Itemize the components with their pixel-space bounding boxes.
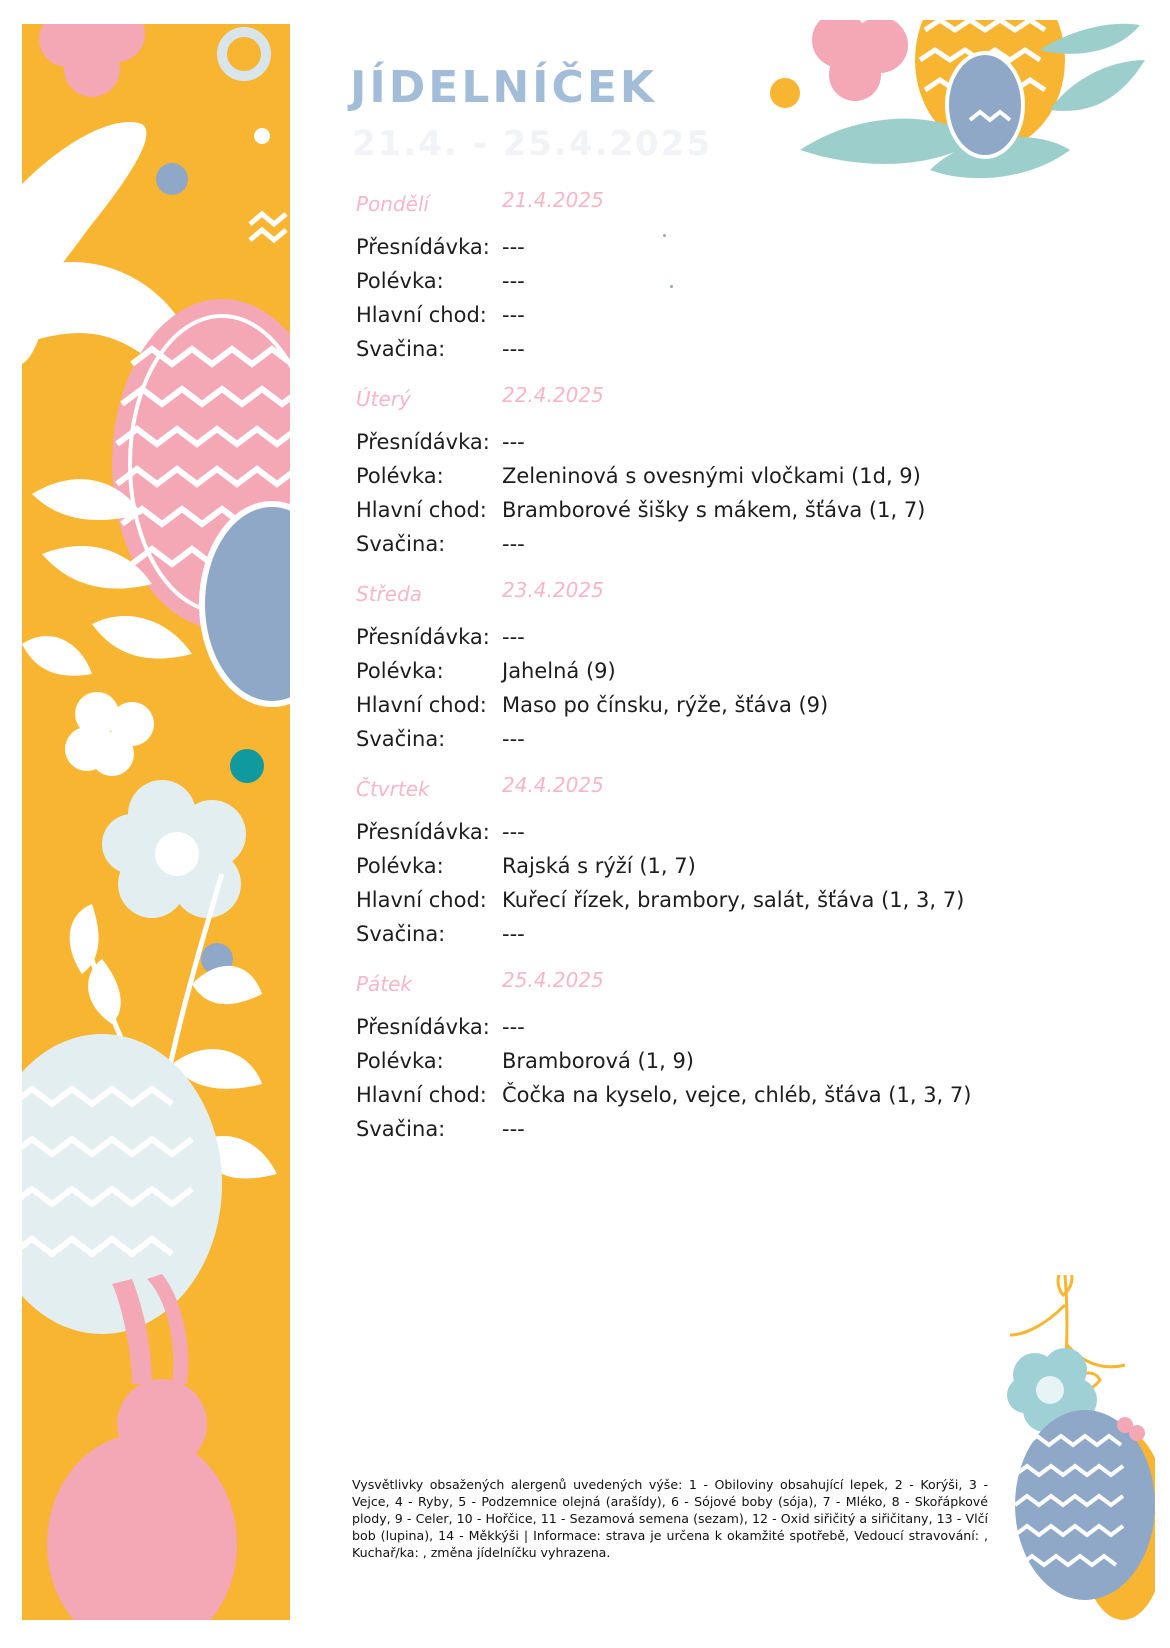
easter-decoration-top-right: [800, 20, 1150, 200]
day-name: Pondělí: [356, 192, 430, 216]
easter-decoration-left: [22, 24, 290, 1620]
meal-label: Přesnídávka:: [356, 430, 490, 454]
day-date: 25.4.2025: [502, 968, 604, 992]
meal-value: ---: [502, 337, 525, 361]
blue-egg-icon: [947, 53, 1023, 157]
meal-label: Svačina:: [356, 727, 446, 751]
meal-value: ---: [502, 727, 525, 751]
meal-value: ---: [502, 1117, 525, 1141]
meal-row: [356, 459, 996, 493]
meal-value: Bramborová (1, 9): [502, 1049, 694, 1073]
day-date: 21.4.2025: [502, 188, 604, 212]
meal-label: Polévka:: [356, 269, 444, 293]
day-name: Středa: [356, 582, 423, 606]
day-date: 22.4.2025: [502, 383, 604, 407]
meal-value: ---: [502, 235, 525, 259]
meal-value: ---: [502, 922, 525, 946]
meal-label: Hlavní chod:: [356, 693, 487, 717]
meal-row: [356, 849, 996, 883]
meal-label: Přesnídávka:: [356, 625, 490, 649]
meal-row: [356, 298, 996, 332]
page-title: JÍDELNÍČEK: [350, 62, 657, 113]
day-date: 23.4.2025: [502, 578, 604, 602]
meal-row: [356, 654, 996, 688]
meal-row: [356, 1078, 996, 1112]
meal-value: ---: [502, 820, 525, 844]
meal-row: [356, 722, 996, 756]
meal-row: [356, 264, 996, 298]
meal-label: Polévka:: [356, 854, 444, 878]
left-decorative-band: [22, 24, 290, 1620]
meal-row: [356, 527, 996, 561]
meal-value: Čočka na kyselo, vejce, chléb, šťáva (1, 3, 7): [502, 1083, 972, 1107]
meal-row: [356, 917, 996, 951]
meal-row: [356, 883, 996, 917]
day-name: Úterý: [356, 387, 411, 411]
meal-row: [356, 425, 996, 459]
meal-value: Rajská s rýží (1, 7): [502, 854, 696, 878]
meal-row: [356, 620, 996, 654]
meal-value: ---: [502, 625, 525, 649]
meal-value: Maso po čínsku, rýže, šťáva (9): [502, 693, 829, 717]
meal-row: [356, 688, 996, 722]
scan-speck: [663, 234, 666, 237]
meal-row: [356, 1010, 996, 1044]
day-friday: [356, 968, 996, 1163]
meal-row: [356, 1044, 996, 1078]
ring-icon: [222, 32, 266, 76]
meal-row: [356, 815, 996, 849]
meal-row: [356, 1112, 996, 1146]
meal-label: Polévka:: [356, 659, 444, 683]
meal-label: Hlavní chod:: [356, 888, 487, 912]
teal-dot-icon: [230, 749, 264, 783]
meal-row: [356, 493, 996, 527]
white-flower-icon: [65, 692, 154, 776]
day-tuesday: [356, 383, 996, 578]
meal-value: Zeleninová s ovesnými vločkami (1d, 9): [502, 464, 921, 488]
day-monday: [356, 188, 996, 383]
meal-label: Svačina:: [356, 922, 446, 946]
meal-value: ---: [502, 430, 525, 454]
meal-label: Hlavní chod:: [356, 498, 487, 522]
meal-value: ---: [502, 532, 525, 556]
scan-speck: [670, 285, 673, 288]
meal-label: Svačina:: [356, 532, 446, 556]
yellow-dot-icon: [770, 78, 800, 108]
pink-flower-icon: [812, 20, 908, 101]
meal-label: Přesnídávka:: [356, 1015, 490, 1039]
meal-value: Jahelná (9): [502, 659, 616, 683]
day-date: 24.4.2025: [502, 773, 604, 797]
meal-label: Hlavní chod:: [356, 303, 487, 327]
day-thursday: [356, 773, 996, 968]
meal-value: ---: [502, 303, 525, 327]
meal-row: [356, 230, 996, 264]
pink-flower-icon: [39, 24, 145, 97]
meal-value: ---: [502, 269, 525, 293]
day-wednesday: [356, 578, 996, 773]
day-name: Pátek: [356, 972, 413, 996]
meal-value: Bramborové šišky s mákem, šťáva (1, 7): [502, 498, 926, 522]
meal-label: Polévka:: [356, 1049, 444, 1073]
meal-row: [356, 332, 996, 366]
day-name: Čtvrtek: [356, 777, 430, 801]
allergens-footnote: Vysvětlivky obsažených alergenů uvedených výše: 1 - Obiloviny obsahující lepek, 2 - Korýši, 3 - Vejce, 4 - Ryby, 5 - Podzemnice olejná (arašídy), 6 - Sójové boby (sója), 7 - Mléko, 8 - Skořápkové plody, 9 - Celer, 10 - Hořčice, 11 - Sezamová semena (sezam), 12 - Oxid siřičitý a siřičitany, 13 - Vlčí bob (lupina), 14 - Měkkýši | Informace: strava je určena k okamžité spotřebě, Vedoucí stravování: , Kuchař/ka: , změna jídelníčku vyhrazena.: [352, 1477, 988, 1560]
meal-label: Přesnídávka:: [356, 820, 490, 844]
meal-label: Přesnídávka:: [356, 235, 490, 259]
meal-label: Svačina:: [356, 1117, 446, 1141]
meal-value: Kuřecí řízek, brambory, salát, šťáva (1, 3, 7): [502, 888, 965, 912]
meal-value: ---: [502, 1015, 525, 1039]
meal-label: Hlavní chod:: [356, 1083, 487, 1107]
week-range: 21.4. - 25.4.2025: [352, 124, 713, 164]
meal-label: Polévka:: [356, 464, 444, 488]
easter-decoration-bottom-right: [1005, 1275, 1155, 1625]
meal-label: Svačina:: [356, 337, 446, 361]
weekly-menu: [356, 188, 996, 1163]
